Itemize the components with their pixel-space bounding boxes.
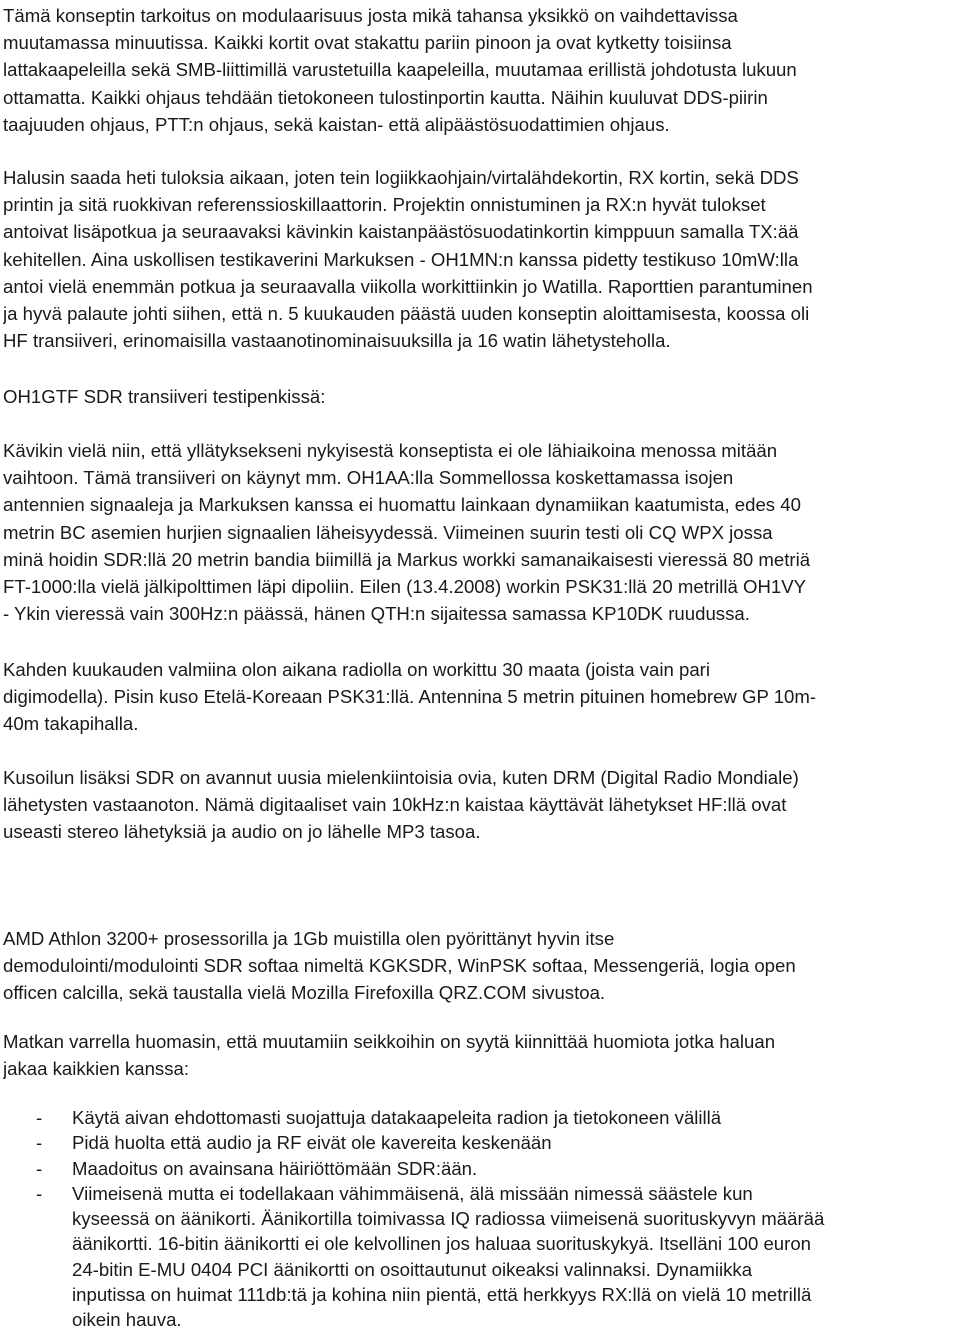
list-item-text — [72, 1105, 956, 1130]
text-line: Kahden kuukauden valmiina olon aikana radiolla on workittu 30 maata (joista vain pari — [3, 659, 710, 680]
text-line: 24-bitin E-MU 0404 PCI äänikortti on osoittautunut oikeaksi valinnaksi. Dynamiikka — [72, 1258, 753, 1280]
text-line: officen calcilla, sekä taustalla vielä Mozilla Firefoxilla QRZ.COM sivustoa. — [3, 982, 606, 1004]
list-dash: - — [36, 1157, 43, 1179]
text-line: oikein hauva. — [72, 1309, 182, 1331]
list-item — [36, 1181, 956, 1333]
text-line: kehitellen. Aina uskollisen testikaverini Markuksen - OH1MN:n kanssa pidetty testikuso 10mW:lla — [3, 248, 799, 270]
text-line: vaihtoon. Tämä transiiveri on käynyt mm. OH1AA:lla Sommellossa koskettamassa isojen — [3, 467, 734, 489]
paragraph-contacts — [3, 656, 957, 738]
text-line: useasti stereo lähetyksiä ja audio on jo lähelle MP3 tasoa. — [3, 821, 481, 843]
text-line: AMD Athlon 3200+ prosessorilla ja 1Gb muistilla olen pyörittänyt hyvin itse — [3, 928, 615, 949]
text-line: Viimeisenä mutta ei todellakaan vähimmäisenä, älä missään nimessä säästele kun — [72, 1182, 753, 1204]
text-line: Kävikin vielä niin, että yllätyksekseni nykyisestä konseptista ei ole lähiaikoina menossa mitään — [3, 440, 778, 461]
text-line: lähetysten vastaanoton. Nämä digitaaliset vain 10kHz:n kaistaa käyttävät lähetykset HF:llä ovat — [3, 794, 787, 816]
paragraph-tips-intro — [3, 1028, 957, 1082]
list-item-text — [72, 1156, 956, 1181]
text-line: FT-1000:lla vielä jälkipolttimen läpi dipoliin. Eilen (13.4.2008) workin PSK31:llä 20 metrillä OH1VY — [3, 575, 807, 597]
text-line: Matkan varrella huomasin, että muutamiin seikkoihin on syytä kiinnittää huomiota jotka haluan — [3, 1031, 776, 1052]
list-dash: - — [36, 1132, 43, 1154]
text-line: minä hoidin SDR:llä 20 metrin bandia biimillä ja Markus workki samanaikaisesti vieressä 80 metriä — [3, 548, 811, 570]
text-line: HF transiiveri, erinomaisilla vastaanotinominaisuuksilla ja 16 watin lähetysteholla. — [3, 330, 671, 352]
text-line: Halusin saada heti tuloksia aikaan, joten tein logiikkaohjain/virtalähdekortin, RX kortin, sekä DDS — [3, 167, 799, 188]
tips-list — [36, 1105, 956, 1333]
list-dash: - — [36, 1107, 43, 1128]
text-line: äänikortti. 16-bitin äänikortti ei ole kelvollinen jos haluaa suorituskykyä. Itselläni 100 euron — [72, 1233, 812, 1255]
text-line: OH1GTF SDR transiiveri testipenkissä: — [3, 386, 326, 407]
text-line: jakaa kaikkien kanssa: — [3, 1058, 190, 1080]
text-line: inputissa on huimat 111db:tä ja kohina niin pientä, että herkkyys RX:llä on vielä 10 metrillä — [72, 1284, 812, 1306]
text-line: metrin BC asemien hurjien signaalien läheisyydessä. Viimeinen suurin testi oli CQ WPX jossa — [3, 521, 773, 543]
paragraph-hardware — [3, 925, 957, 1007]
text-line: ja hyvä palaute johti siihen, että n. 5 kuukauden päästä uuden konseptin aloittamisesta, koossa oli — [3, 302, 810, 324]
paragraph-modularity — [3, 2, 957, 138]
text-line: Kusoilun lisäksi SDR on avannut uusia mielenkiintoisia ovia, kuten DRM (Digital Radio Mondiale) — [3, 767, 799, 788]
paragraph-testing — [3, 437, 957, 627]
text-line: antoivat lisäpotkua ja seuraavaksi kävinkin kaistanpäästösuodatinkortin kimppuun samalla TX:ää — [3, 221, 799, 243]
text-line: Pidä huolta että audio ja RF eivät ole kavereita keskenään — [72, 1132, 552, 1154]
list-dash: - — [36, 1182, 43, 1204]
text-line: 40m takapihalla. — [3, 713, 139, 735]
text-line: antoi vielä enemmän potkua ja seuraavalla viikolla workittiinkin jo Watilla. Raporttien parantuminen — [3, 275, 813, 297]
text-line: ottamatta. Kaikki ohjaus tehdään tietokoneen tulostinportin kautta. Näihin kuuluvat DDS-piirin — [3, 86, 768, 108]
text-line: demodulointi/modulointi SDR softaa nimeltä KGKSDR, WinPSK softaa, Messengeriä, logia open — [3, 955, 796, 977]
text-line: muutamassa minuutissa. Kaikki kortit ovat stakattu pariin pinoon ja ovat kytketty toisiinsa — [3, 32, 732, 54]
list-item — [36, 1156, 956, 1181]
text-line: printin ja sitä ruokkivan referenssioskillaattorin. Projektin onnistuminen ja RX:n hyvät tulokset — [3, 194, 766, 216]
list-item — [36, 1130, 956, 1155]
text-line: digimodella). Pisin kuso Etelä-Koreaan PSK31:llä. Antennina 5 metrin pituinen homebrew GP 10m- — [3, 686, 817, 708]
paragraph-drm — [3, 764, 957, 846]
list-item-text — [72, 1130, 956, 1155]
paragraph-development — [3, 164, 957, 354]
list-item-text — [72, 1181, 956, 1333]
text-line: lattakaapeleilla sekä SMB-liittimillä varustetuilla kaapeleilla, muutamaa erillistä johdotusta lukuun — [3, 59, 797, 81]
list-item — [36, 1105, 956, 1130]
text-line: Käytä aivan ehdottomasti suojattuja datakaapeleita radion ja tietokoneen välillä — [72, 1107, 722, 1128]
text-line: Maadoitus on avainsana häiriöttömään SDR:ään. — [72, 1157, 478, 1179]
text-line: kyseessä on äänikorti. Äänikortilla toimivassa IQ radiossa viimeisenä suorituskyvyn määrää — [72, 1208, 825, 1230]
text-line: antennien signaaleja ja Markuksen kanssa ei huomattu lainkaan dynamiikan kaatumista, edes 40 — [3, 494, 801, 516]
text-line: taajuuden ohjaus, PTT:n ohjaus, sekä kaistan- että alipäästösuodattimien ohjaus. — [3, 113, 670, 135]
text-line: - Ykin vieressä vain 300Hz:n päässä, hänen QTH:n sijaitessa samassa KP10DK ruudussa. — [3, 603, 750, 625]
text-line: Tämä konseptin tarkoitus on modulaarisuus josta mikä tahansa yksikkö on vaihdettavissa — [3, 5, 738, 26]
paragraph-caption — [3, 383, 957, 410]
